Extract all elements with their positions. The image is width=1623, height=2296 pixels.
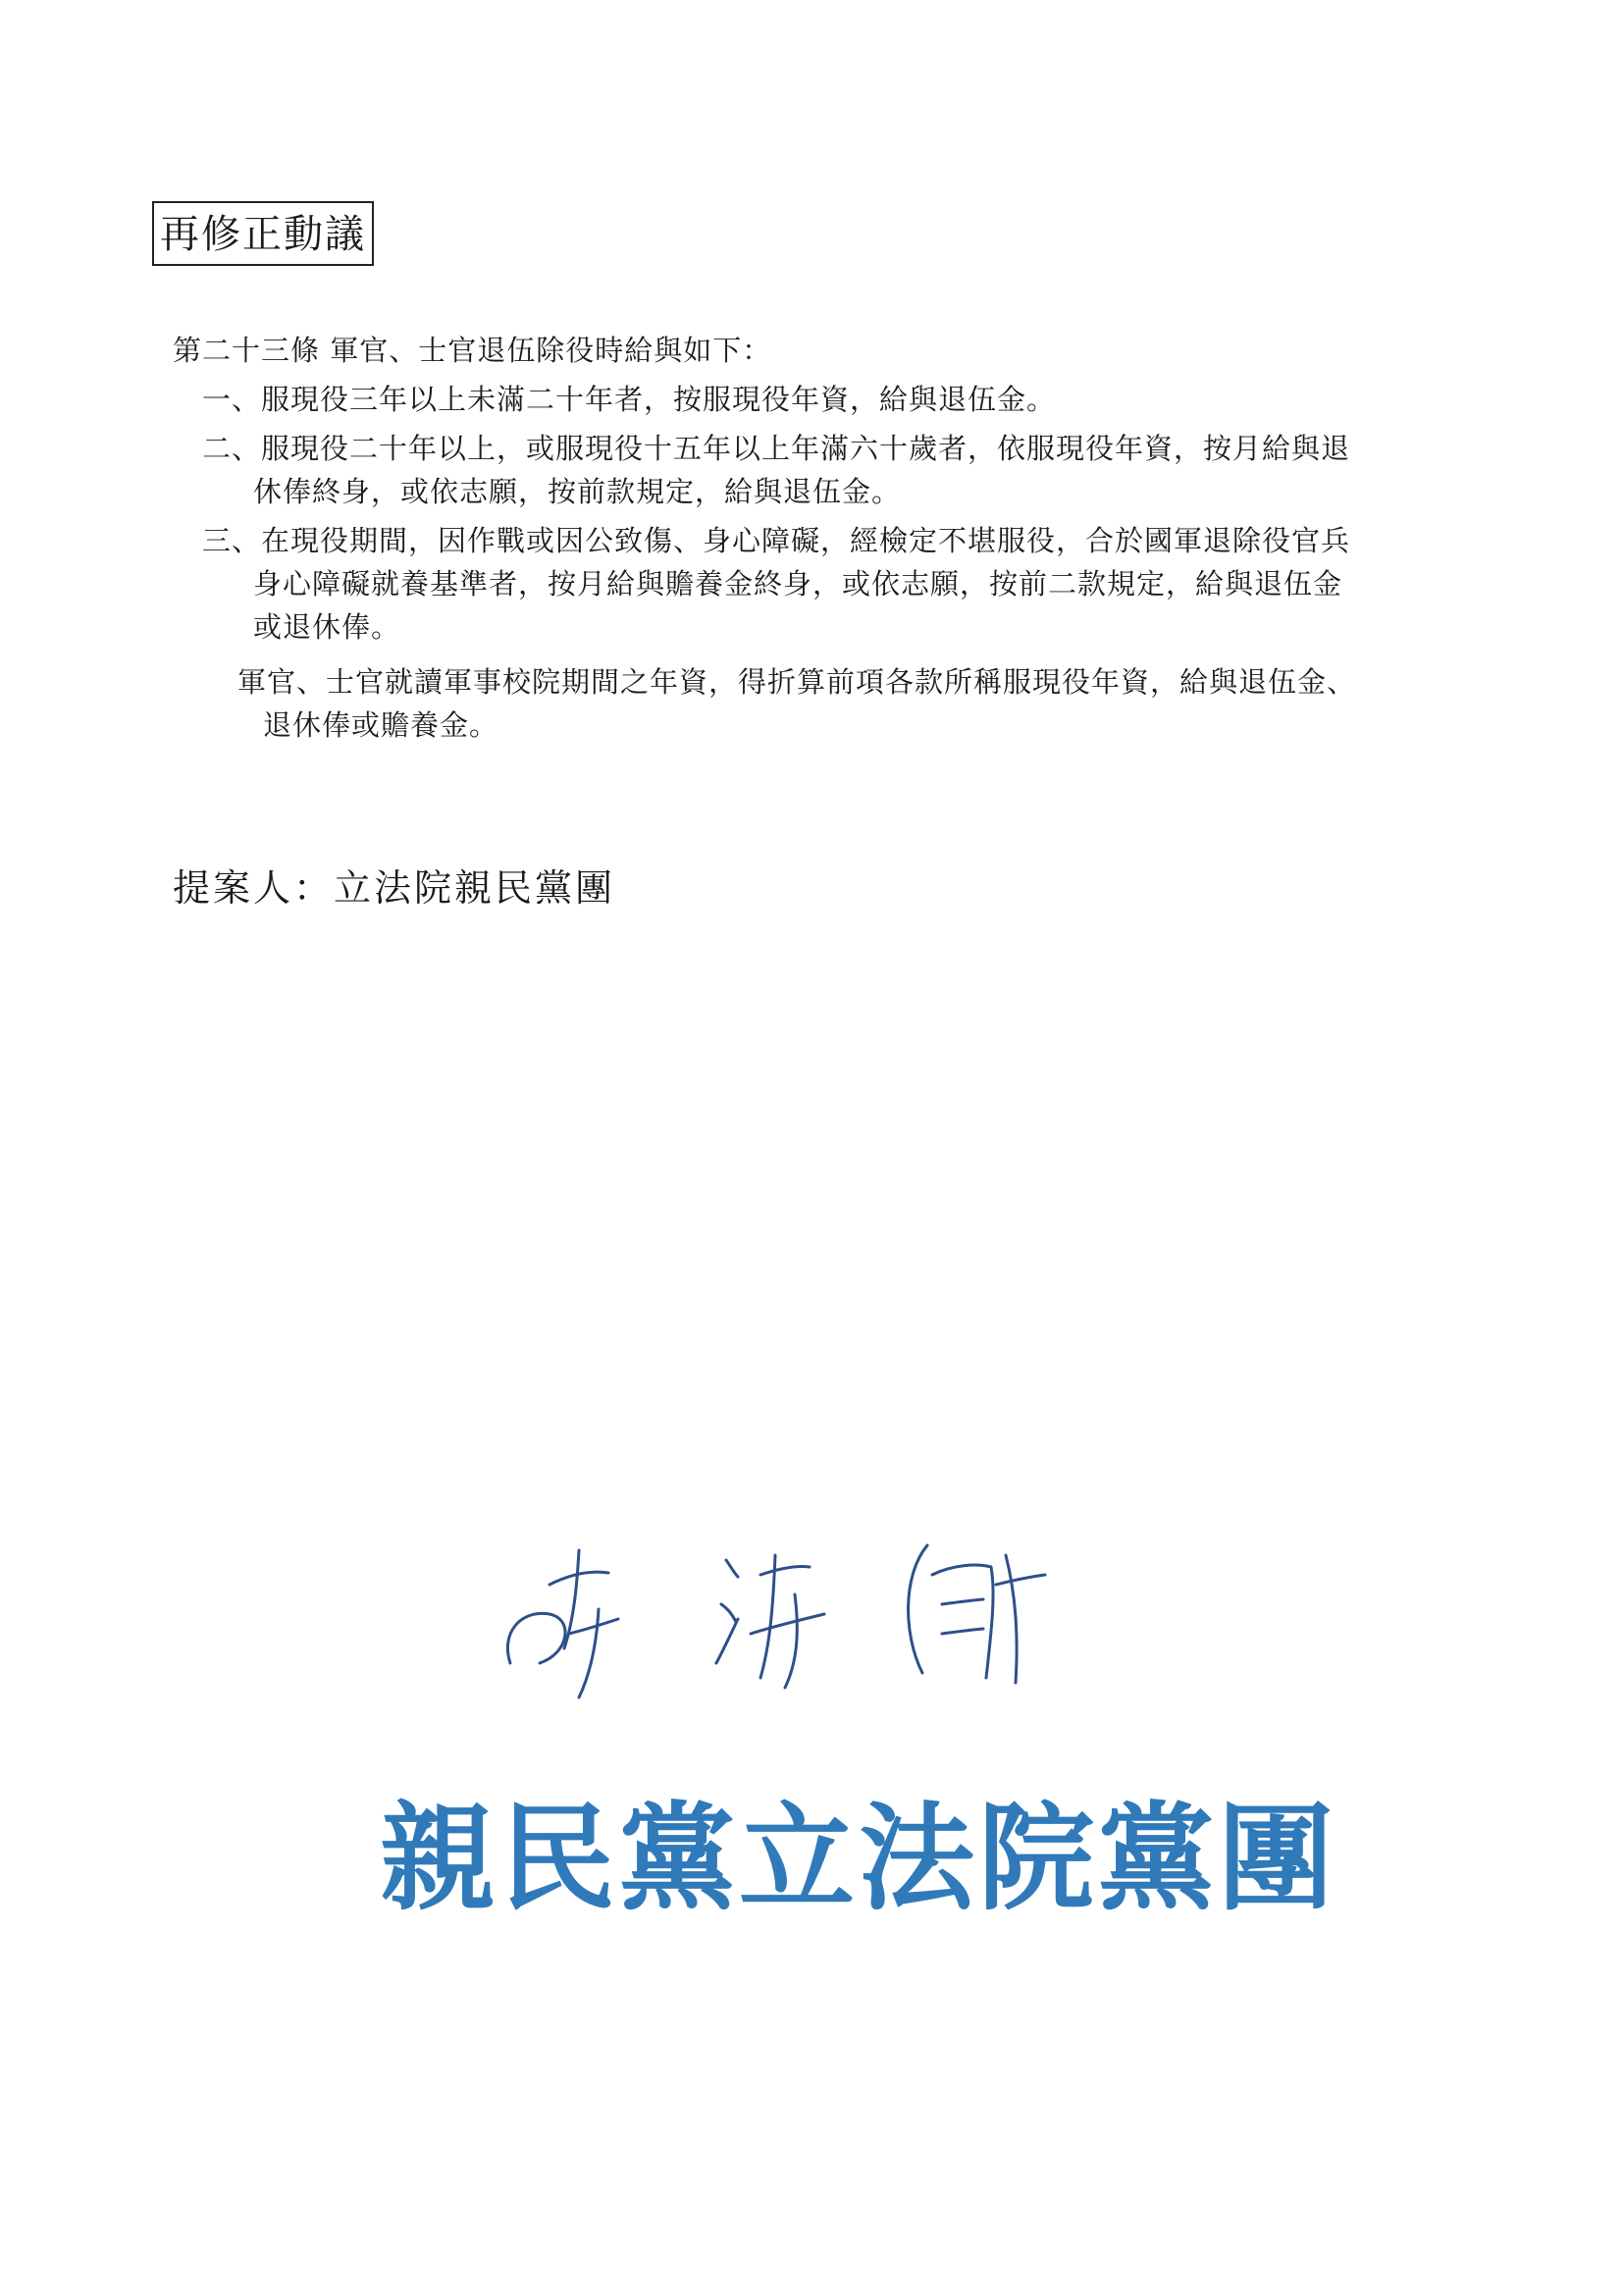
article-heading: 第二十三條 軍官、士官退伍除役時給與如下： (173, 334, 772, 367)
party-stamp (379, 1766, 1338, 1943)
article-item-1 (202, 378, 1478, 421)
article-item-3 (202, 519, 1478, 649)
article-paragraph-2 (237, 660, 1478, 747)
item-2-line-1: 二、服現役二十年以上，或服現役十五年以上年滿六十歲者，依服現役年資，按月給與退 (202, 432, 1351, 465)
item-3-line-3: 或退休俸。 (253, 610, 401, 644)
proposer-line: 提案人：立法院親民黨團 (173, 866, 616, 910)
document-title: 再修正動議 (152, 201, 374, 266)
item-3-line-1: 三、在現役期間，因作戰或因公致傷、身心障礙，經檢定不堪服役，合於國軍退除役官兵 (202, 524, 1351, 557)
item-2-line-2: 休俸終身，或依志願，按前款規定，給與退伍金。 (253, 475, 902, 508)
paragraph-line-1: 軍官、士官就讀軍事校院期間之年資，得折算前項各款所稱服現役年資，給與退伍金、 (237, 665, 1357, 699)
handwritten-signature (481, 1516, 1070, 1712)
item-1-line-1: 一、服現役三年以上未滿二十年者，按服現役年資，給與退伍金。 (202, 383, 1057, 416)
item-3-line-2: 身心障礙就養基準者，按月給與贍養金終身，或依志願，按前二款規定，給與退伍金 (253, 567, 1343, 600)
paragraph-line-2: 退休俸或贍養金。 (263, 708, 499, 742)
svg-text:親民黨立法院黨團: 親民黨立法院黨團 (379, 1790, 1338, 1926)
article-item-2 (202, 427, 1478, 513)
article-body (173, 329, 1478, 747)
